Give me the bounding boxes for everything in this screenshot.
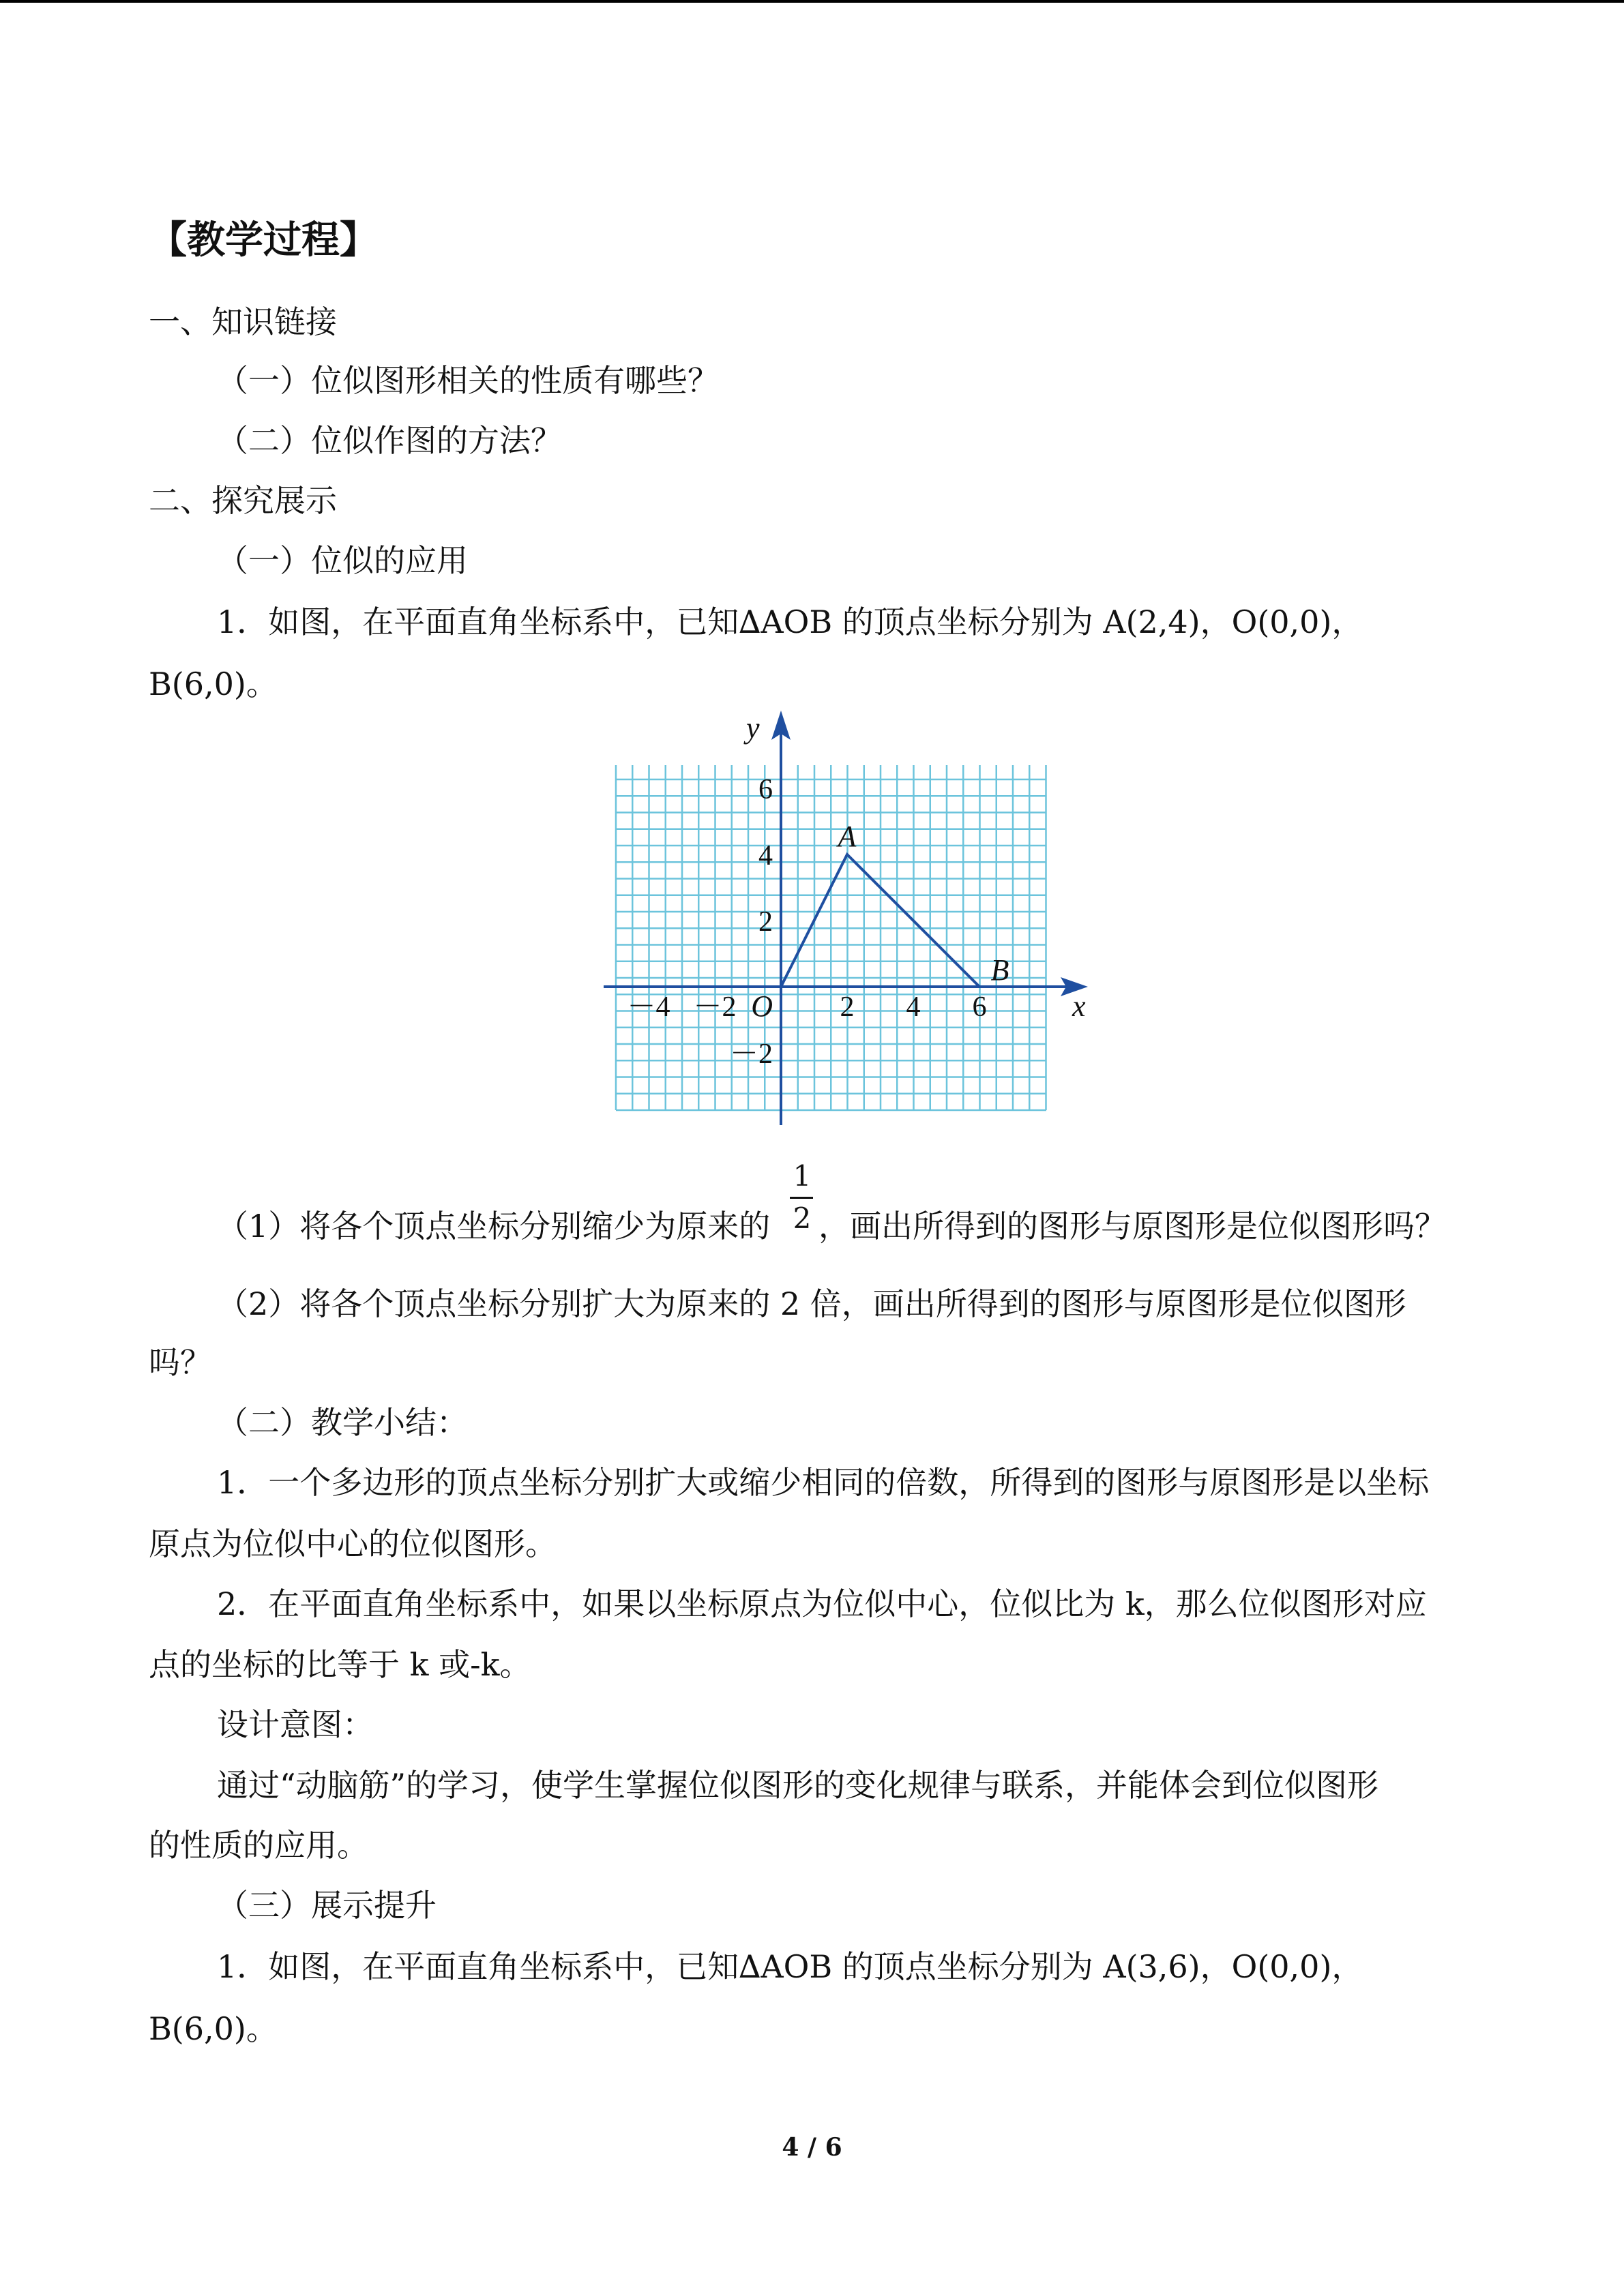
task-2-line-1: （2）将各个顶点坐标分别扩大为原来的 2 倍，画出所得到的图形与原图形是位似图形 (217, 1285, 1406, 1322)
summary-1-line-2: 原点为位似中心的位似图形。 (149, 1525, 557, 1562)
x-tick-label: 6 (972, 992, 987, 1023)
knowledge-link-title: 一、知识链接 (149, 303, 337, 340)
design-intent-line-2: 的性质的应用。 (149, 1827, 368, 1864)
x-axis-label: x (1072, 989, 1086, 1023)
vertex-label-b: B (990, 953, 1009, 987)
y-axis-label: y (746, 711, 760, 745)
task-1-text-after: ，画出所得到的图形与原图形是位似图形吗？ (818, 1208, 1446, 1244)
problem-1-line-2: B(6,0)。 (149, 666, 278, 702)
subsection-showcase: （三）展示提升 (217, 1887, 437, 1924)
question-1: （一）位似图形相关的性质有哪些？ (217, 362, 719, 399)
y-tick-label: 4 (758, 840, 773, 871)
origin-label: O (751, 989, 773, 1023)
subsection-application: （一）位似的应用 (217, 542, 468, 579)
x-tick-label: 4 (906, 992, 921, 1023)
summary-2-line-2: 点的坐标的比等于 k 或-k。 (149, 1646, 531, 1683)
top-border-rule (0, 0, 1624, 3)
y-tick-label: 2 (758, 906, 773, 938)
task-2-line-2: 吗？ (149, 1344, 211, 1381)
x-tick-label: －4 (627, 992, 670, 1023)
vertex-label-a: A (838, 820, 857, 853)
fraction-bar (790, 1197, 813, 1199)
section-heading: 【教学过程】 (149, 218, 378, 263)
question-2: （二）位似作图的方法？ (217, 422, 562, 459)
coordinate-grid-figure (587, 702, 1105, 1132)
problem-2-line-1: 1．如图，在平面直角坐标系中，已知∆AOB 的顶点坐标分别为 A(3,6)，O(0,0)， (217, 1948, 1363, 1985)
problem-1-line-1: 1．如图，在平面直角坐标系中，已知∆AOB 的顶点坐标分别为 A(2,4)，O(0,0)， (217, 603, 1363, 640)
fraction-numerator: 1 (793, 1159, 812, 1193)
design-intent-line-1: 通过“动脑筋”的学习，使学生掌握位似图形的变化规律与联系，并能体会到位似图形 (217, 1767, 1379, 1804)
summary-2-line-1: 2．在平面直角坐标系中，如果以坐标原点为位似中心，位似比为 k，那么位似图形对应 (217, 1585, 1427, 1622)
design-intent-label: 设计意图： (217, 1706, 374, 1743)
task-1-text-before: （1）将各个顶点坐标分别缩少为原来的 (217, 1208, 771, 1244)
x-tick-label: 2 (840, 992, 855, 1023)
subsection-summary: （二）教学小结： (217, 1404, 468, 1441)
explore-title: 二、探究展示 (149, 482, 337, 519)
y-tick-label: 6 (758, 774, 773, 805)
y-tick-label: －2 (729, 1039, 773, 1070)
x-tick-label: －2 (693, 992, 737, 1023)
page-number: 4 / 6 (782, 2133, 842, 2162)
summary-1-line-1: 1．一个多边形的顶点坐标分别扩大或缩少相同的倍数，所得到的图形与原图形是以坐标 (217, 1464, 1430, 1501)
problem-2-line-2: B(6,0)。 (149, 2010, 278, 2047)
fraction-denominator: 2 (793, 1202, 812, 1235)
